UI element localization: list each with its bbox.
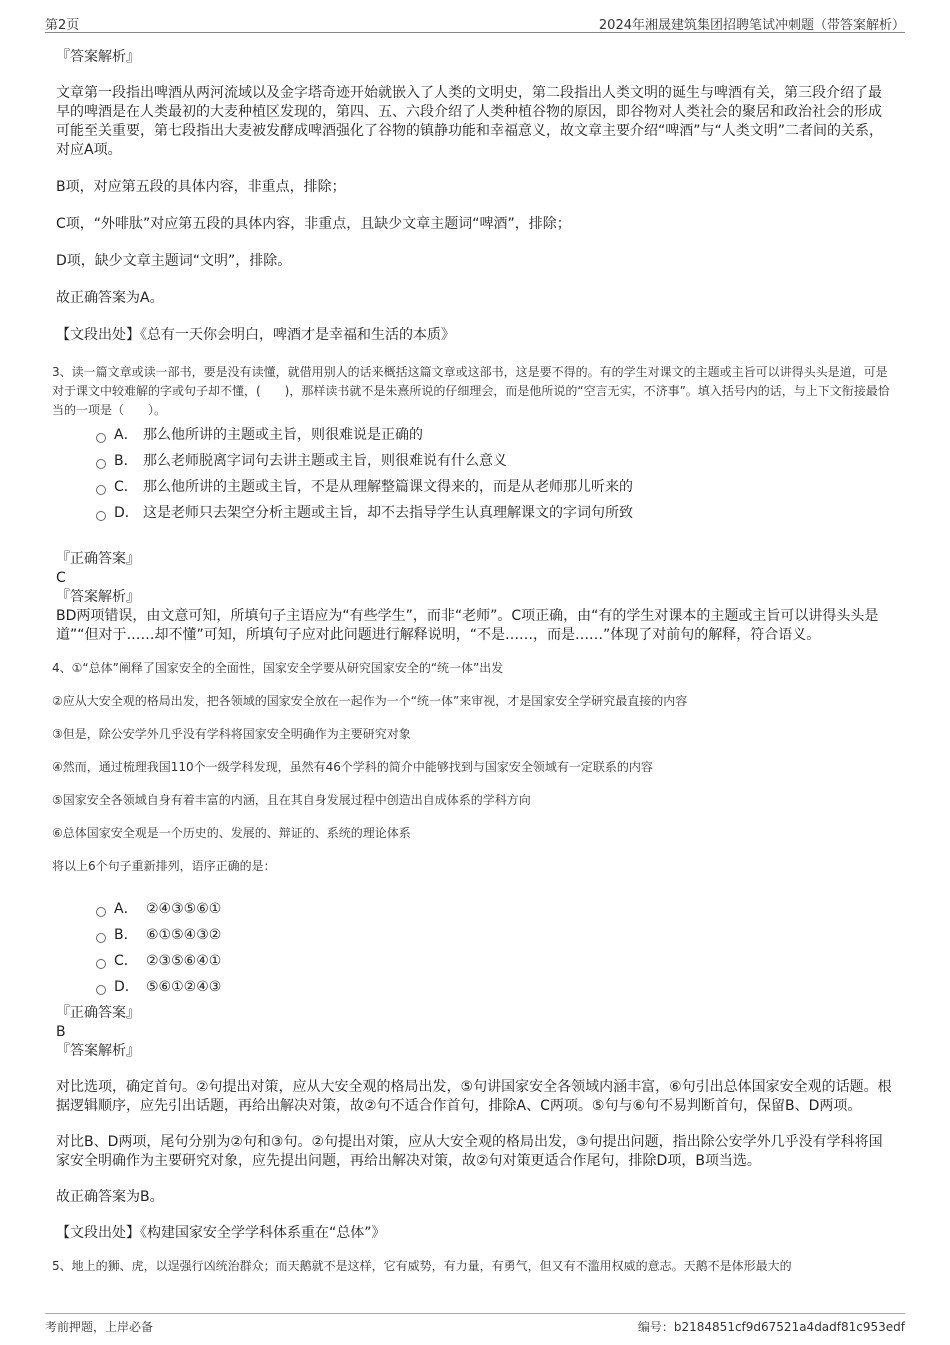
document-code-label: 编号： xyxy=(637,1320,674,1334)
question-sentence: ③但是，除公安学外几乎没有学科将国家安全明确作为主要研究对象 xyxy=(52,727,411,741)
option-text: ②④③⑤⑥① xyxy=(146,901,222,917)
document-title: 2024年湘晟建筑集团招聘笔试冲刺题（带答案解析） xyxy=(598,18,905,33)
analysis-paragraph: 文章第一段指出啤酒从两河流域以及金字塔奇迹开始就嵌入了人类的文明史，第二段指出人类文明的诞生与啤酒有关，第三段介绍了最早的啤酒是在人类最初的大麦种植区发现的，第四、五、六段介绍了人类种植谷物的原因，即谷物对人类社会的聚居和政治社会的形成可能至关重要，第七段指出大麦被发酵成啤酒强化了谷物的镇静功能和幸福意义，故文章主要介绍“啤酒”与“人类文明”二者间的关系，对应A项。 xyxy=(56,85,884,158)
option-a[interactable] xyxy=(56,896,892,922)
footer-slogan: 考前押题，上岸必备 xyxy=(45,1320,154,1334)
analysis-paragraph: BD两项错误，由文意可知，所填句子主语应为“有些学生”，而非“老师”。C项正确，由“有的学生对课本的主题或主旨可以讲得头头是道”“但对于……却不懂”可知，所填句子应对此问题进行解释说明，“不是……，而是……”体现了对前句的解释，符合语义。 xyxy=(56,608,879,643)
option-text: ⑥①⑤④③② xyxy=(146,927,222,943)
page-header xyxy=(45,12,905,33)
correct-answer: C xyxy=(56,570,66,586)
option-letter: D． xyxy=(114,979,139,995)
question-sentence: ⑤国家安全各领域自身有着丰富的内涵，且在其自身发展过程中创造出自成体系的学科方向 xyxy=(52,793,531,807)
analysis-paragraph: C项，“外啡肽”对应第五段的具体内容，非重点，且缺少文章主题词“啤酒”，排除； xyxy=(56,216,571,232)
source-citation: 【文段出处】《总有一天你会明白，啤酒才是幸福和生活的本质》 xyxy=(56,327,455,343)
option-text: ⑤⑥①②④③ xyxy=(146,979,222,995)
option-letter: C． xyxy=(114,953,138,969)
option-letter: B． xyxy=(114,453,138,469)
option-letter: A． xyxy=(114,427,138,443)
radio-button[interactable] xyxy=(96,459,106,469)
question-sentence: ⑥总体国家安全观是一个历史的、发展的、辩证的、系统的理论体系 xyxy=(52,826,411,840)
option-text: 那么他所讲的主题或主旨，则很难说是正确的 xyxy=(143,427,423,443)
option-list xyxy=(56,896,892,1000)
option-list xyxy=(56,422,892,526)
option-letter: D． xyxy=(114,505,139,521)
correct-answer-label: 『正确答案』 xyxy=(56,551,140,567)
analysis-label: 『答案解析』 xyxy=(56,1043,140,1059)
option-d[interactable] xyxy=(56,974,892,1000)
option-text: 那么老师脱离字词句去讲主题或主旨，则很难说有什么意义 xyxy=(143,453,507,469)
radio-button[interactable] xyxy=(96,433,106,443)
question-stem: 5、地上的狮、虎，以逞强行凶统治群众；而天鹅就不是这样，它有威势，有力量，有勇气，但又有不滥用权威的意志。天鹅不是体形最大的 xyxy=(52,1259,792,1273)
radio-button[interactable] xyxy=(96,485,106,495)
correct-answer-label: 『正确答案』 xyxy=(56,1005,140,1021)
option-b[interactable] xyxy=(56,448,892,474)
question-stem: 3、读一篇文章或读一部书，要是没有读懂，就借用别人的话来概括这篇文章或这部书，这是要不得的。有的学生对课文的主题或主旨可以讲得头头是道，可是对于课文中较难解的字或句子却不懂，( )，那样读书就不是朱熹所说的仔细理会，而是他所说的“空言无实，不济事”。填入括号内的话，与上下文衔接最恰当的一项是（ ）。 xyxy=(52,365,890,417)
answer-conclusion: 故正确答案为B。 xyxy=(56,1189,164,1205)
option-letter: A． xyxy=(114,901,138,917)
question-prompt: 将以上6个句子重新排列，语序正确的是： xyxy=(52,859,276,873)
question-sentence: ②应从大安全观的格局出发，把各领域的国家安全放在一起作为一个“统一体”来审视，才是国家安全学研究最直接的内容 xyxy=(52,694,688,708)
analysis-label: 『答案解析』 xyxy=(56,589,140,605)
radio-button[interactable] xyxy=(96,959,106,969)
document-code xyxy=(638,1318,905,1335)
source-citation: 【文段出处】《构建国家安全学学科体系重在“总体”》 xyxy=(56,1225,386,1241)
option-letter: C． xyxy=(114,479,138,495)
analysis-paragraph: D项，缺少文章主题词“文明”，排除。 xyxy=(56,253,292,269)
radio-button[interactable] xyxy=(96,511,106,521)
document-body xyxy=(52,44,892,1276)
option-letter: B． xyxy=(114,927,138,943)
analysis-paragraph: 对比选项，确定首句。②句提出对策，应从大安全观的格局出发，⑤句讲国家安全各领域内涵丰富，⑥句引出总体国家安全观的话题。根据逻辑顺序，应先引出话题，再给出解决对策，故②句不适合作首句，排除A、C两项。⑤句与⑥句不易判断首句，保留B、D两项。 xyxy=(56,1079,892,1114)
analysis-paragraph: 对比B、D两项，尾句分别为②句和③句。②句提出对策，应从大安全观的格局出发，③句提出问题，指出除公安学外几乎没有学科将国家安全明确作为主要研究对象，应先提出问题，再给出解决对策，故②句对策更适合作尾句，排除D项，B项当选。 xyxy=(56,1134,883,1169)
analysis-paragraph: B项，对应第五段的具体内容，非重点，排除； xyxy=(56,179,346,195)
page-footer xyxy=(45,1313,905,1336)
question-sentence: ④然而，通过梳理我国110个一级学科发现，虽然有46个学科的简介中能够找到与国家安全领域有一定联系的内容 xyxy=(52,760,653,774)
option-text: ②③⑤⑥④① xyxy=(146,953,222,969)
option-c[interactable] xyxy=(56,948,892,974)
correct-answer: B xyxy=(56,1024,66,1040)
question-sentence: 4、①“总体”阐释了国家安全的全面性，国家安全学要从研究国家安全的“统一体”出发 xyxy=(52,661,504,675)
option-text: 这是老师只去架空分析主题或主旨，却不去指导学生认真理解课文的字词句所致 xyxy=(143,505,633,521)
option-text: 那么他所讲的主题或主旨，不是从理解整篇课文得来的，而是从老师那儿听来的 xyxy=(143,479,633,495)
option-c[interactable] xyxy=(56,474,892,500)
option-b[interactable] xyxy=(56,922,892,948)
document-code-value: b2184851cf9d67521a4dadf81c953edf xyxy=(673,1320,905,1334)
radio-button[interactable] xyxy=(96,933,106,943)
page-number: 第2页 xyxy=(45,18,80,33)
option-a[interactable] xyxy=(56,422,892,448)
answer-conclusion: 故正确答案为A。 xyxy=(56,290,164,306)
radio-button[interactable] xyxy=(96,985,106,995)
analysis-label: 『答案解析』 xyxy=(56,49,140,65)
option-d[interactable] xyxy=(56,500,892,526)
radio-button[interactable] xyxy=(96,907,106,917)
